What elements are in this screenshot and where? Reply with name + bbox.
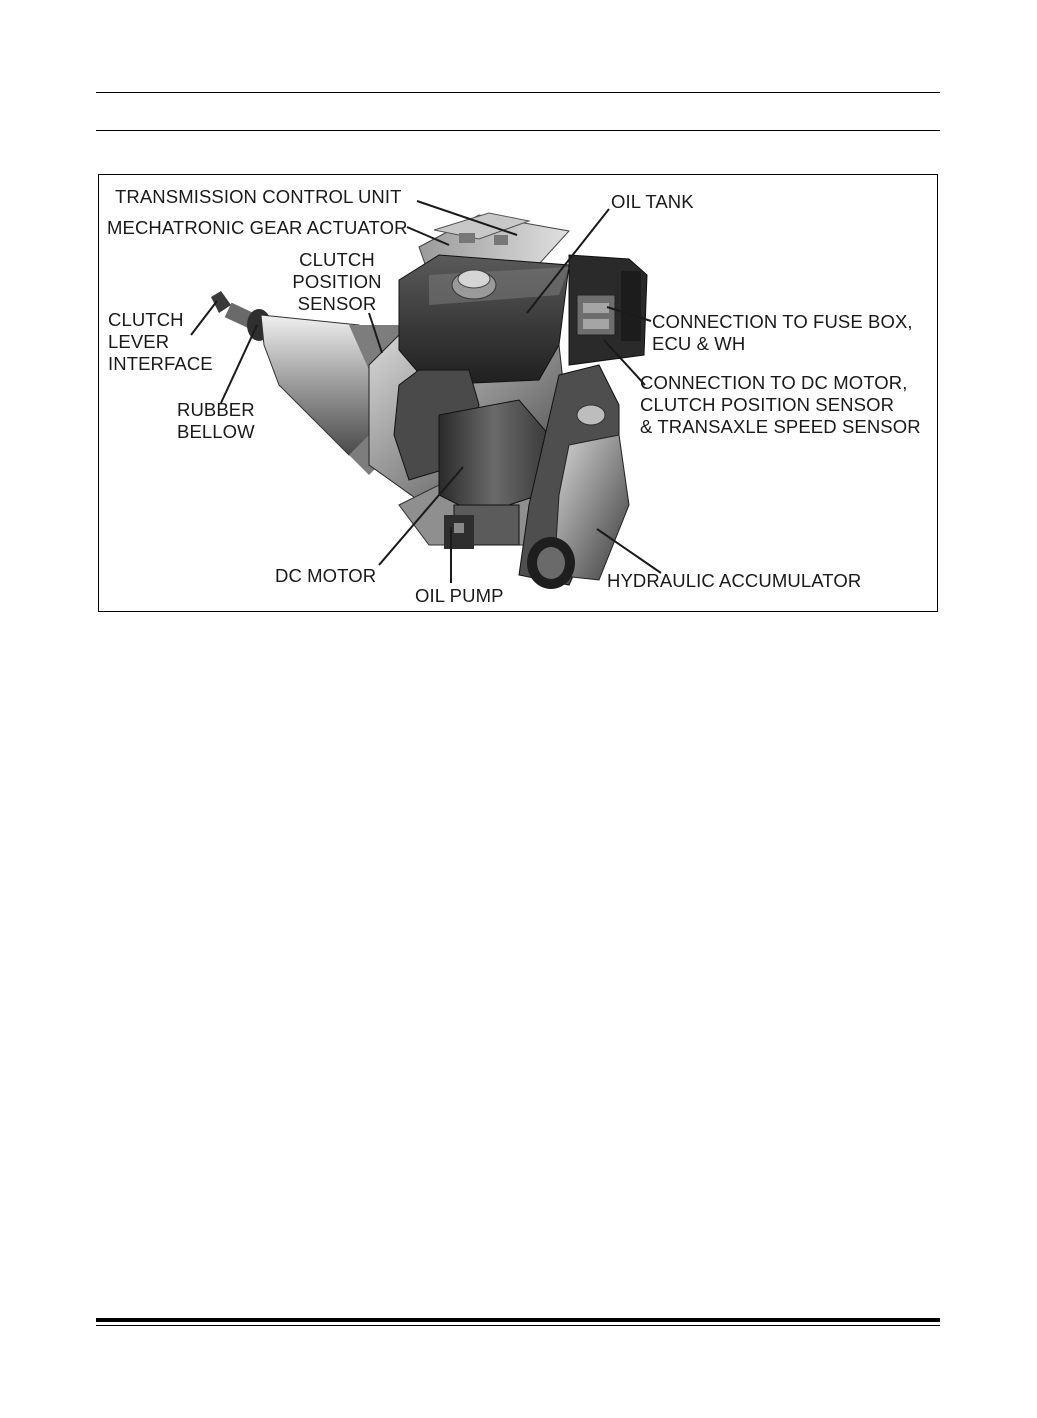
- label-line: LEVER: [108, 331, 170, 352]
- label-line: CLUTCH: [299, 249, 375, 270]
- label-line: RUBBER: [177, 399, 255, 420]
- label-clutch-lever-interface: [108, 309, 213, 375]
- label-rubber-bellow: [177, 399, 255, 443]
- label-dc-motor: DC MOTOR: [275, 565, 377, 586]
- label-line: BELLOW: [177, 421, 255, 442]
- label-line: POSITION: [292, 271, 382, 292]
- label-line: INTERFACE: [108, 353, 213, 374]
- label-line: CLUTCH: [108, 309, 184, 330]
- label-transmission-control-unit: TRANSMISSION CONTROL UNIT: [115, 186, 402, 207]
- header-rule-bottom: [96, 130, 940, 131]
- connectors: [569, 255, 647, 365]
- label-connection-dc-motor: [640, 372, 921, 438]
- footer-rule-thick: [96, 1318, 940, 1322]
- label-connection-fuse-box: [652, 311, 913, 355]
- label-oil-pump: OIL PUMP: [415, 585, 504, 606]
- oil-tank: [399, 255, 569, 385]
- label-line: SENSOR: [297, 293, 377, 314]
- label-hydraulic-accumulator: HYDRAULIC ACCUMULATOR: [607, 570, 862, 591]
- label-line: ECU & WH: [652, 333, 746, 354]
- label-oil-tank: OIL TANK: [611, 191, 694, 212]
- oil-pump: [444, 515, 474, 549]
- label-line: CLUTCH POSITION SENSOR: [640, 394, 895, 415]
- actuator-figure: [98, 174, 938, 612]
- label-clutch-position-sensor: [291, 249, 383, 315]
- footer-rule-thin: [96, 1325, 940, 1326]
- label-line: CONNECTION TO FUSE BOX,: [652, 311, 913, 332]
- header-rule-top: [96, 92, 940, 93]
- label-line: CONNECTION TO DC MOTOR,: [640, 372, 908, 393]
- label-mechatronic-gear-actuator: MECHATRONIC GEAR ACTUATOR: [107, 217, 408, 238]
- label-line: & TRANSAXLE SPEED SENSOR: [640, 416, 921, 437]
